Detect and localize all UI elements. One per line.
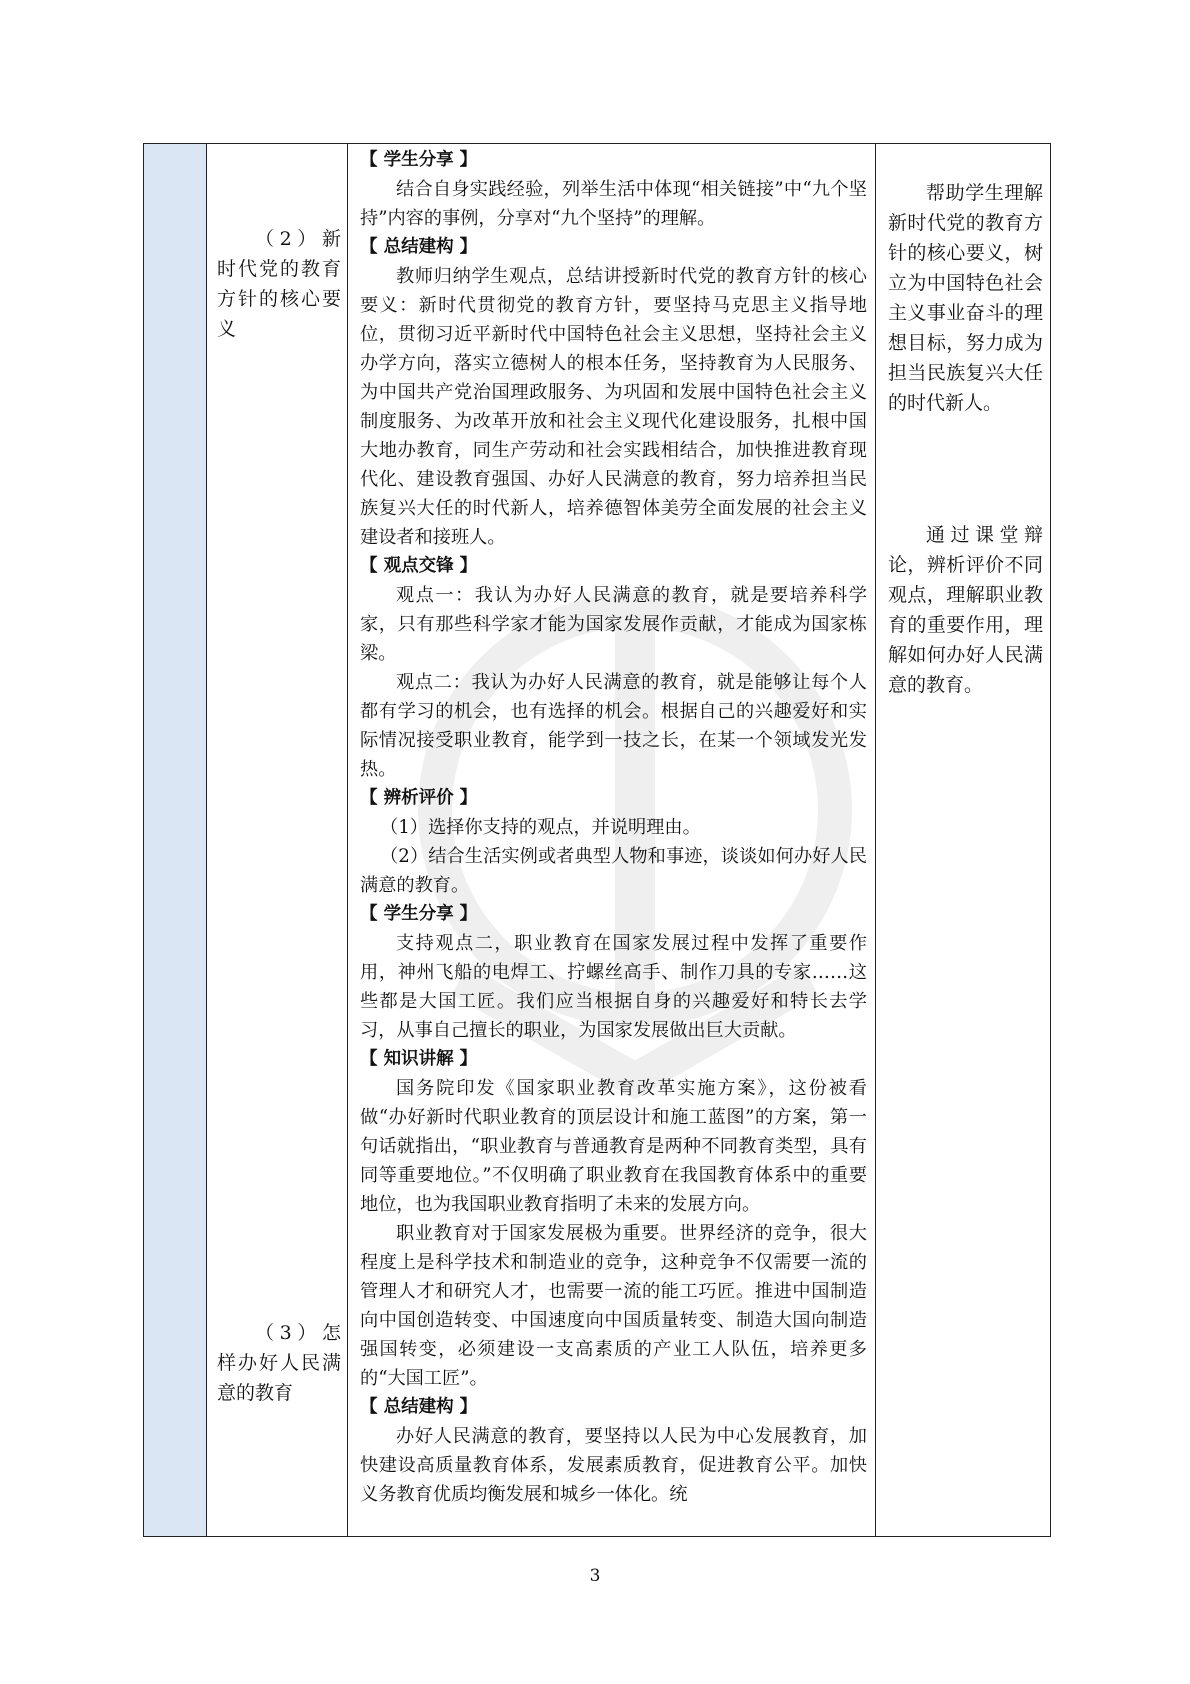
topic-cell-2 [217,224,341,344]
content-paragraph: 教师归纳学生观点，总结讲授新时代党的教育方针的核心要义：新时代贯彻党的教育方针，要坚持马克思主义指导地位，贯彻习近平新时代中国特色社会主义思想，坚持社会主义办学方向，落实立德树人的根本任务，坚持教育为人民服务、为中国共产党治国理政服务、为巩固和发展中国特色社会主义制度服务、为改革开放和社会主义现代化建设服务，扎根中国大地办教育，同生产劳动和社会实践相结合，加快推进教育现代化、建设教育强国、办好人民满意的教育，努力培养担当民族复兴大任的时代新人，培养德智体美劳全面发展的社会主义建设者和接班人。 [360,266,867,548]
section-heading: 【 总结建构 】 [360,1397,478,1417]
section-heading: 【 观点交锋 】 [360,556,478,576]
content-paragraph: 观点一：我认为办好人民满意的教育，就是要培养科学家，只有那些科学家才能为国家发展作贡献，才能成为国家栋梁。 [360,585,867,664]
content-paragraph: 支持观点二，职业教育在国家发展过程中发挥了重要作用，神州飞船的电焊工、拧螺丝高手、制作刀具的专家……这些都是大国工匠。我们应当根据自身的兴趣爱好和特长去学习，从事自己擅长的职业，为国家发展做出巨大贡献。 [360,933,867,1041]
section-heading: 【 知识讲解 】 [360,1049,478,1069]
activity-content [360,146,867,1509]
stage-column [144,144,207,1536]
section-heading: 【 总结建构 】 [360,237,478,257]
numbered-question: （1）选择你支持的观点，并说明理由。 [380,817,701,838]
content-paragraph: 国务院印发《国家职业教育改革实施方案》，这份被看做“办好新时代职业教育的顶层设计和施工蓝图”的方案，第一句话就指出，“职业教育与普通教育是两种不同教育类型，具有同等重要地位。”不仅明确了职业教育在我国教育体系中的重要地位，也为我国职业教育指明了未来的发展方向。 [360,1078,867,1215]
section-heading: 【 学生分享 】 [360,904,478,924]
design-intent-2: 通过课堂辩论，辨析评价不同观点，理解职业教育的重要作用，理解如何办好人民满意的教育。 [888,524,1043,696]
content-paragraph: 办好人民满意的教育，要坚持以人民为中心发展教育，加快建设高质量教育体系，发展素质教育，促进教育公平。加快义务教育优质均衡发展和城乡一体化。统 [360,1426,867,1505]
topic-column [207,144,348,1536]
design-intent-1: 帮助学生理解新时代党的教育方针的核心要义，树立为中国特色社会主义事业奋斗的理想目标，努力成为担当民族复兴大任的时代新人。 [888,182,1043,414]
content-paragraph: 职业教育对于国家发展极为重要。世界经济的竞争，很大程度上是科学技术和制造业的竞争，这种竞争不仅需要一流的管理人才和研究人才，也需要一流的能工巧匠。推进中国制造向中国创造转变、中国速度向中国质量转变、制造大国向制造强国转变，必须建设一支高素质的产业工人队伍，培养更多的“大国工匠”。 [360,1223,867,1389]
content-paragraph: 观点二：我认为办好人民满意的教育，就是能够让每个人都有学习的机会，也有选择的机会。根据自己的兴趣爱好和实际情况接受职业教育，能学到一技之长，在某一个领域发光发热。 [360,672,867,780]
topic-text: （3）怎样办好人民满意的教育 [217,1322,341,1404]
page-number: 3 [589,1566,601,1586]
numbered-question: （2）结合生活实例或者典型人物和事迹，谈谈如何办好人民满意的教育。 [360,846,867,896]
activity-column [348,144,876,1536]
section-heading: 【 辨析评价 】 [360,788,478,808]
section-heading: 【 学生分享 】 [360,150,478,170]
lesson-table [143,143,1051,1537]
design-intent-column [876,144,1052,1536]
topic-cell-3 [217,1318,341,1408]
content-paragraph: 结合自身实践经验，列举生活中体现“相关链接”中“九个坚持”内容的事例，分享对“九个坚持”的理解。 [360,179,867,229]
topic-text: （2）新时代党的教育方针的核心要义 [217,228,341,340]
